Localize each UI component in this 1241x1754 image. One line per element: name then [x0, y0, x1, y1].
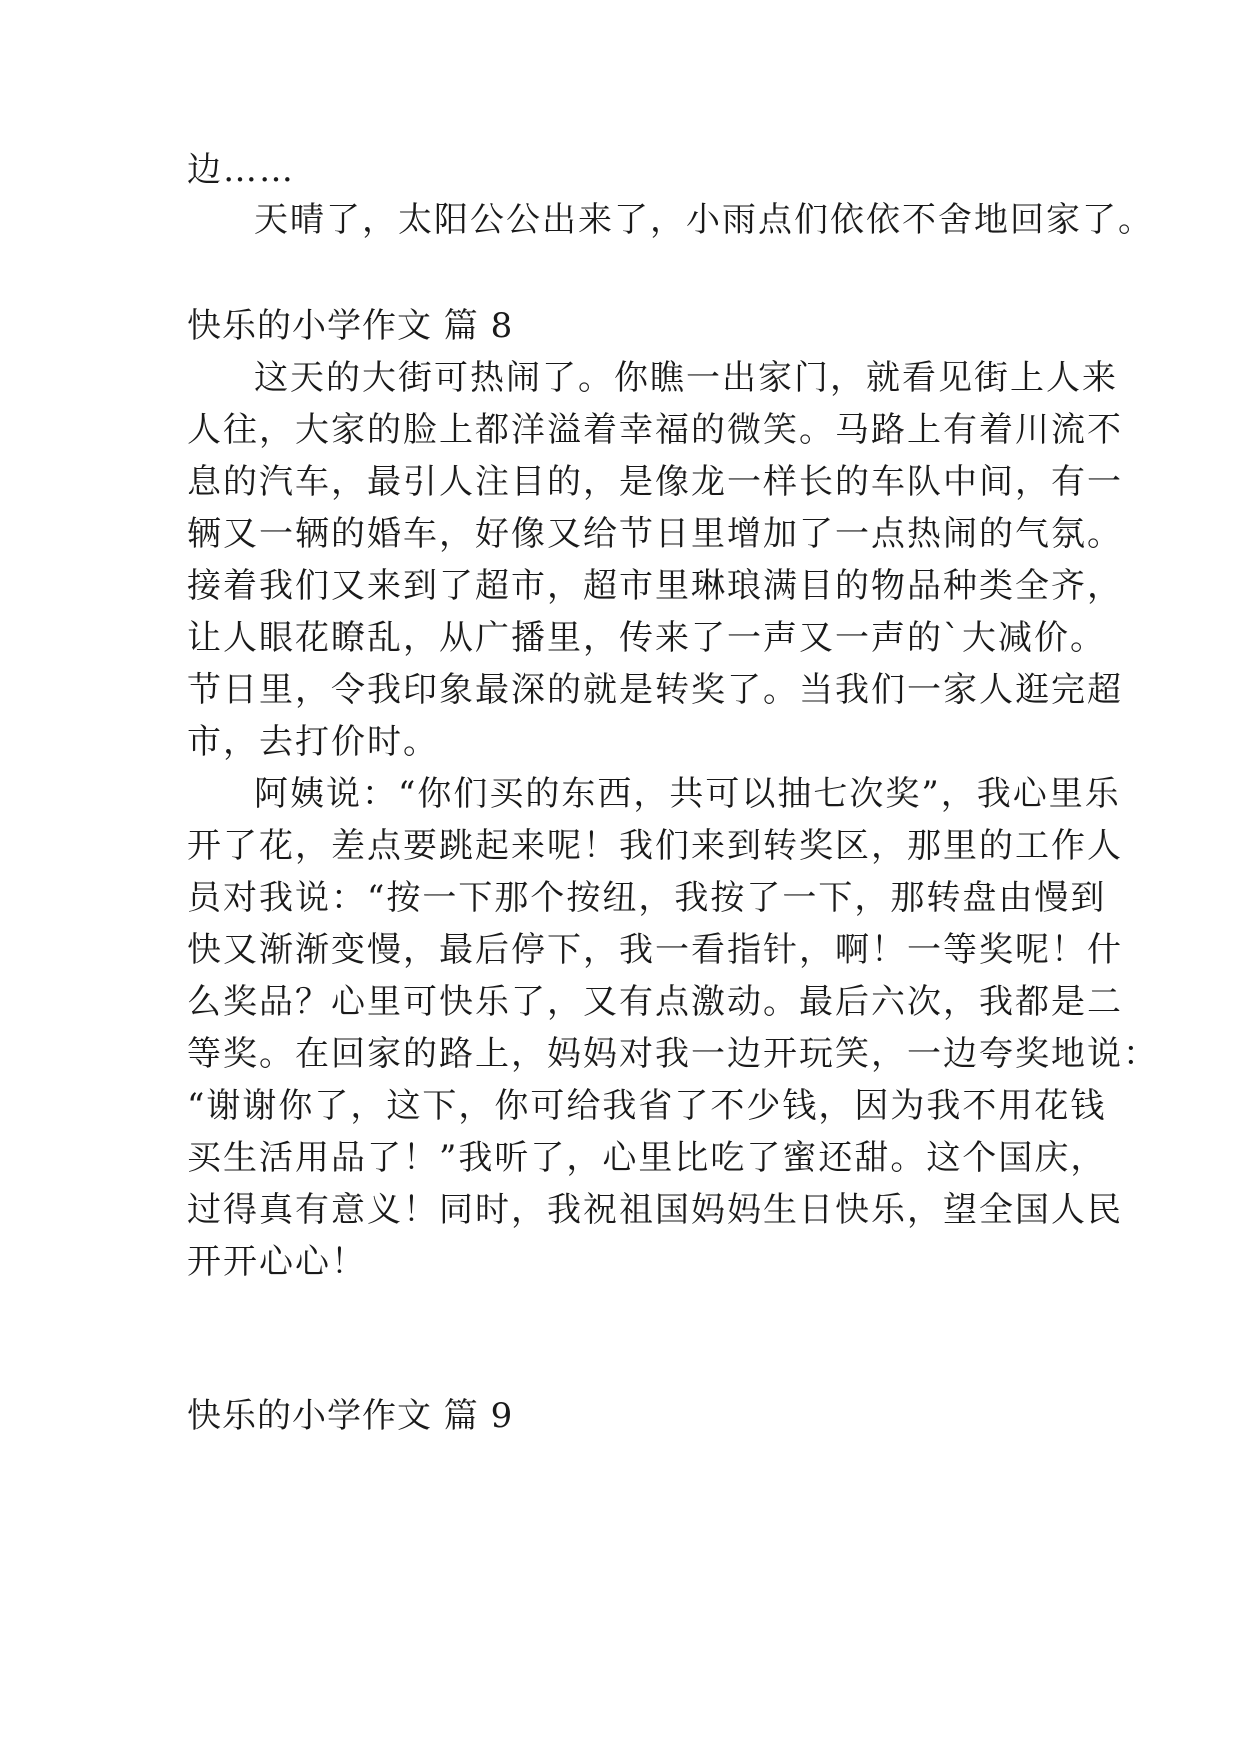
paragraph-line: 么奖品？心里可快乐了，又有点激动。最后六次，我都是二: [187, 982, 1123, 1022]
paragraph-line: 接着我们又来到了超市，超市里琳琅满目的物品种类全齐，: [187, 566, 1123, 606]
paragraph-line: 这天的大街可热闹了。你瞧一出家门，就看见街上人来: [254, 358, 1118, 398]
paragraph-line: 人往，大家的脸上都洋溢着幸福的微笑。马路上有着川流不: [187, 410, 1123, 450]
paragraph-line: 过得真有意义！同时，我祝祖国妈妈生日快乐，望全国人民: [187, 1190, 1123, 1230]
paragraph-line: 让人眼花瞭乱，从广播里，传来了一声又一声的`大减价。: [187, 618, 1106, 658]
paragraph-line: 市，去打价时。: [187, 722, 439, 762]
paragraph-line: “谢谢你了，这下，你可给我省了不少钱，因为我不用花钱: [187, 1086, 1107, 1126]
paragraph-line: 开开心心！: [187, 1242, 367, 1282]
text-line: 天晴了，太阳公公出来了，小雨点们依依不舍地回家了。: [254, 200, 1154, 240]
paragraph-line: 员对我说：“按一下那个按纽，我按了一下，那转盘由慢到: [187, 878, 1107, 918]
paragraph-line: 节日里，令我印象最深的就是转奖了。当我们一家人逛完超: [187, 670, 1123, 710]
section-9-title: 快乐的小学作文 篇 9: [187, 1396, 514, 1436]
paragraph-line: 开了花，差点要跳起来呢！我们来到转奖区，那里的工作人: [187, 826, 1123, 866]
paragraph-line: 息的汽车，最引人注目的，是像龙一样长的车队中间，有一: [187, 462, 1123, 502]
paragraph-line: 等奖。在回家的路上，妈妈对我一边开玩笑，一边夸奖地说：: [187, 1034, 1159, 1074]
paragraph-line: 辆又一辆的婚车，好像又给节日里增加了一点热闹的气氛。: [187, 514, 1123, 554]
paragraph-line: 买生活用品了！”我听了，心里比吃了蜜还甜。这个国庆，: [187, 1138, 1107, 1178]
section-8-title: 快乐的小学作文 篇 8: [187, 306, 514, 346]
text-line: 边……: [187, 150, 295, 190]
paragraph-line: 快又渐渐变慢，最后停下，我一看指针，啊！一等奖呢！什: [187, 930, 1123, 970]
paragraph-line: 阿姨说：“你们买的东西，共可以抽七次奖”，我心里乐: [254, 774, 1121, 814]
